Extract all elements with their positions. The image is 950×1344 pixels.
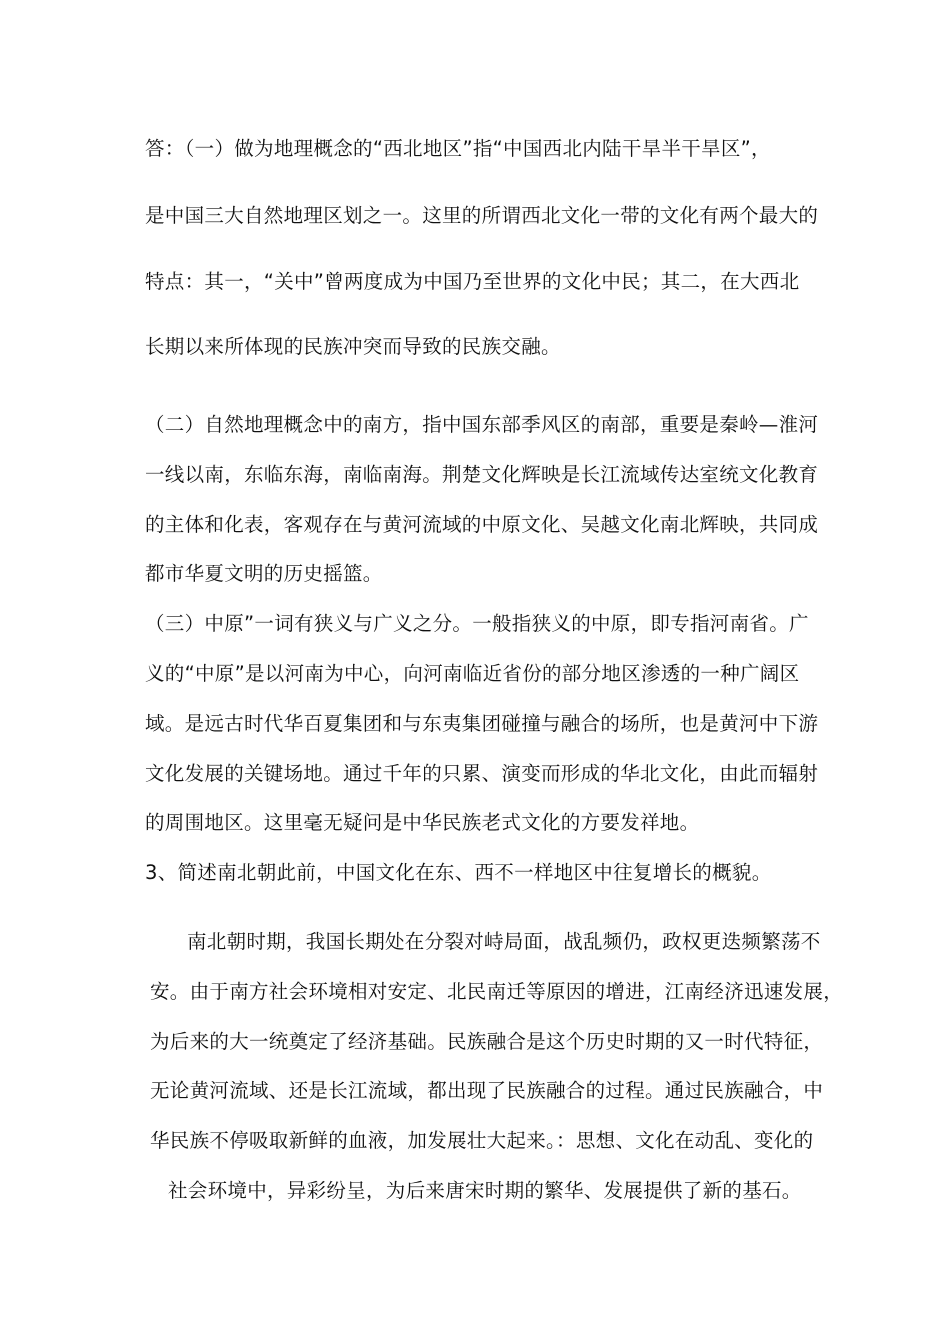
text-line: 一线以南，东临东海，南临南海。荆楚文化辉映是长江流域传达室统文化教育 [145, 463, 819, 486]
text-line: （二）自然地理概念中的南方，指中国东部季风区的南部，重要是秦岭—淮河 [145, 413, 819, 436]
text-line: 的主体和化表，客观存在与黄河流域的中原文化、吴越文化南北辉映，共同成 [145, 513, 819, 536]
text-line: 文化发展的关键场地。通过千年的只累、演变而形成的华北文化，由此而辐射 [145, 762, 819, 785]
text-line: 为后来的大一统奠定了经济基础。民族融合是这个历史时期的又一时代特征， [150, 1030, 824, 1053]
text-line: 南北朝时期，我国长期处在分裂对峙局面，战乱频仍，政权更迭频繁荡不 [187, 930, 821, 953]
text-line: 华民族不停吸取新鲜的血液，加发展壮大起来。：思想、文化在动乱、变化的 [150, 1129, 814, 1152]
text-line: （三）中原”一词有狭义与广义之分。一般指狭义的中原，即专指河南省。广 [145, 612, 809, 635]
text-line: 域。是远古时代华百夏集团和与东夷集团碰撞与融合的场所，也是黄河中下游 [145, 712, 819, 735]
text-line: 无论黄河流域、还是长江流域，都出现了民族融合的过程。通过民族融合，中 [150, 1079, 824, 1102]
text-line: 社会环境中，异彩纷呈，为后来唐宋时期的繁华、发展提供了新的基石。 [168, 1179, 802, 1202]
question-heading: 3、简述南北朝此前，中国文化在东、西不一样地区中往复增长的概貌。 [145, 861, 772, 884]
text-line: 都市华夏文明的历史摇篮。 [145, 562, 383, 585]
text-line: 是中国三大自然地理区划之一。这里的所谓西北文化一带的文化有两个最大的 [145, 204, 819, 227]
text-line: 义的“中原”是以河南为中心，向河南临近省份的部分地区渗透的一种广阔区 [145, 662, 800, 685]
text-line: 特点：其一，“关中”曾两度成为中国乃至世界的文化中民；其二，在大西北 [145, 270, 800, 293]
text-line: 长期以来所体现的民族冲突而导致的民族交融。 [145, 335, 561, 358]
text-line: 安。由于南方社会环境相对安定、北民南迁等原因的增进，江南经济迅速发展， [150, 980, 844, 1003]
text-line: 答：（一）做为地理概念的“西北地区”指“中国西北内陆干旱半干旱区”， [145, 137, 771, 160]
text-line: 的周围地区。这里毫无疑问是中华民族老式文化的方要发祥地。 [145, 811, 700, 834]
